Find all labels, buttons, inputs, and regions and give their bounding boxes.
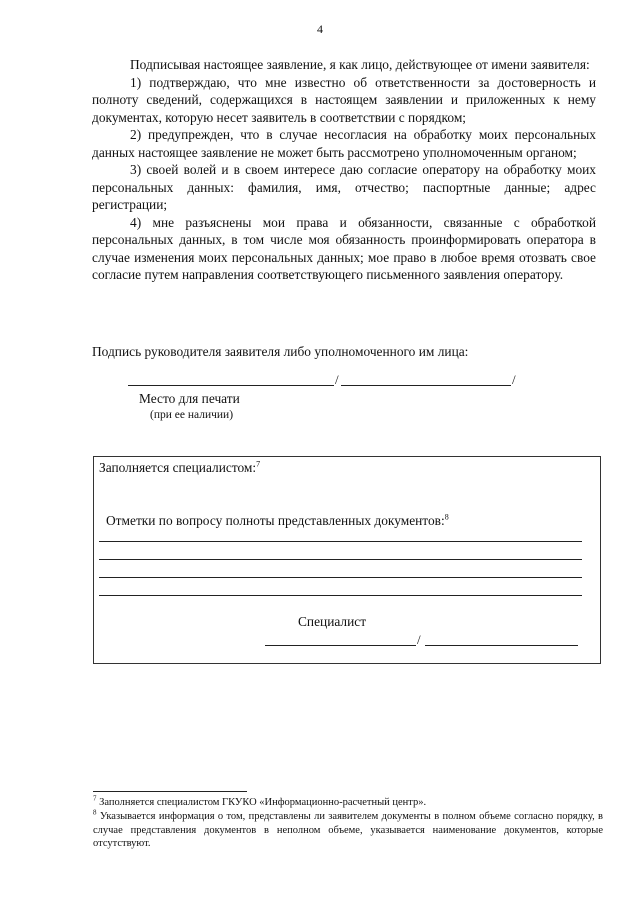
specialist-label: Специалист bbox=[298, 614, 367, 629]
stamp-place-label: Место для печати bbox=[139, 391, 240, 406]
specialist-separator: / bbox=[417, 632, 421, 647]
footnote-ref-8: 8 bbox=[444, 512, 449, 522]
documents-marks-text: Отметки по вопросу полноты представленных документов: bbox=[106, 513, 445, 528]
footnote-mark-8: 8 bbox=[93, 808, 97, 817]
page-number: 4 bbox=[317, 22, 323, 36]
specialist-name-line[interactable] bbox=[425, 645, 578, 646]
footnote-8-text: Указывается информация о том, представлены ли заявителем документы в полном объеме согласно порядку, в случае представления документов в неполном объеме, указывается наименование документов, которые отсутствуют. bbox=[93, 811, 603, 849]
consent-statement bbox=[92, 56, 596, 284]
specialist-fill-text: Заполняется специалистом: bbox=[99, 460, 257, 475]
footnote-ref-7: 7 bbox=[256, 459, 261, 469]
specialist-signature-line[interactable] bbox=[265, 645, 416, 646]
signature-name-line[interactable] bbox=[341, 385, 511, 386]
signature-label: Подпись руководителя заявителя либо уполномоченного им лица: bbox=[92, 344, 469, 359]
marks-line-4[interactable] bbox=[99, 595, 582, 596]
intro-paragraph: Подписывая настоящее заявление, я как лицо, действующее от имени заявителя: bbox=[130, 57, 590, 72]
marks-line-1[interactable] bbox=[99, 541, 582, 542]
consent-item-4: 4) мне разъяснены мои права и обязанности, связанные с обработкой персональных данных, в том числе моя обязанность проинформировать оператора в случае изменения моих персональных данных; мое право в любое время отозвать свое согласие путем направления соответствующего письменного заявления оператору. bbox=[92, 214, 596, 282]
footnote-7-text: Заполняется специалистом ГКУКО «Информационно-расчетный центр». bbox=[99, 797, 427, 808]
specialist-fill-label bbox=[99, 460, 260, 476]
signature-separator-end: / bbox=[512, 372, 516, 387]
footnote-8 bbox=[93, 810, 603, 851]
marks-line-2[interactable] bbox=[99, 559, 582, 560]
consent-item-3: 3) своей волей и в своем интересе даю согласие оператору на обработку моих персональных данных: фамилия, имя, отчество; паспортные данные; адрес регистрации; bbox=[92, 162, 596, 212]
marks-line-3[interactable] bbox=[99, 577, 582, 578]
documents-marks-label bbox=[106, 513, 449, 529]
footnote-mark-7: 7 bbox=[93, 794, 97, 803]
footnote-7 bbox=[93, 796, 603, 810]
consent-item-1: 1) подтверждаю, что мне известно об ответственности за достоверность и полноту сведений, содержащихся в настоящем заявлении и приложенных к нему документах, которую несет заявитель в соответствии с порядком; bbox=[92, 74, 596, 125]
stamp-place-note: (при ее наличии) bbox=[150, 409, 234, 421]
signature-separator: / bbox=[335, 372, 339, 387]
consent-item-2: 2) предупрежден, что в случае несогласия на обработку моих персональных данных настоящее заявление не может быть рассмотрено уполномоченным органом; bbox=[92, 127, 596, 160]
signature-line[interactable] bbox=[128, 385, 334, 386]
specialist-box bbox=[93, 456, 601, 664]
footnote-separator bbox=[93, 791, 247, 792]
